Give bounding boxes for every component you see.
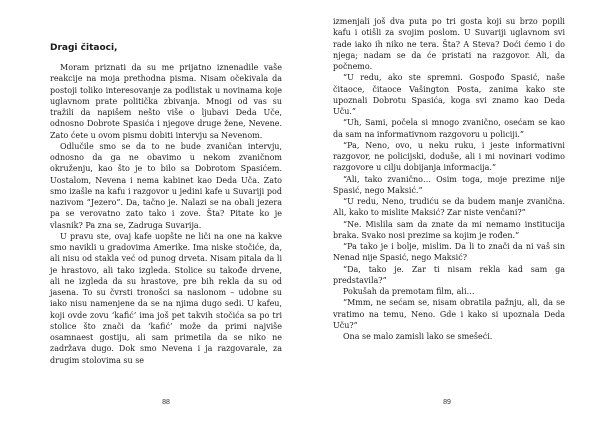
right-page: [300, 0, 600, 424]
paragraph: “U redu, Neno, trudiću se da budem manje zvanična. Ali, kako to mislite Maksić? Zar niste venčani?”: [333, 197, 565, 218]
paragraph: izmenjali još dva puta po tri gosta koji su brzo popili kafu i otišli za svojim poslom. U Suvariji uglavnom svi rade iako ih niko ne tera. Šta? A Steva? Doći ćemo i do njega; nadam se da će pristati na razgovor. Ali, da počnemo.: [333, 17, 565, 71]
paragraph: Moram priznati da su me prijatno iznenadile vaše reakcije na moja prethodna pisma. Nisam očekivala da postoji toliko interesovanje za podlistak u novinama koje uglavnom prate politička zbivanja. Mnogi od vas su tražili da napišem nešto više o ljubavi Deda Uče, odnosno Dobrote Spasića i njegove druge žene, Nevene. Zato ćete u ovom pismu dobiti intervju sa Nevenom.: [50, 63, 282, 140]
paragraph: “Pa tako je i bolje, mislim. Da li to znači da ni vaš sin Nenad nije Spasić, nego Maksić?: [333, 242, 565, 263]
right-page-text: [333, 16, 565, 342]
paragraph: “Ne. Mislila sam da znate da mi nemamo institucija braka. Svako nosi prezime sa kojim je rođen.”: [333, 219, 565, 240]
paragraph: “Pa, Neno, ovo, u neku ruku, i jeste informativni razgovor, ne policijski, doduše, ali i mi novinari vodimo razgovore u cilju dobijanja informacija.”: [333, 140, 565, 173]
letter-greeting: Dragi čitaoci,: [50, 43, 118, 53]
paragraph: Ona se malo zamisli lako se smešeći.: [343, 332, 493, 341]
paragraph: “Ali, tako zvanično… Osim toga, moje prezime nije Spasić, nego Maksić.”: [333, 174, 565, 195]
paragraph: “U redu, ako ste spremni. Gospođo Spasić, naše čitaoce, čitaoce Vašington Posta, zanima kako ste upoznali Dobrotu Spasića, koga svi znamo kao Deda Uču.”: [333, 73, 565, 116]
page-number: 89: [443, 399, 451, 406]
left-page-text: [50, 42, 282, 366]
paragraph: “Da, tako je. Zar ti nisam rekla kad sam ga predstavila?”: [333, 264, 565, 285]
paragraph: U pravu ste, ovaj kafe uopšte ne liči na one na kakve smo navikli u gradovima Amerike. Ima niske stočiće, da, ali nisu od stakla već od punog drveta. Nisam pitala da li je hrastovo, ali tako izgleda. Stolice su takođe drvene, ali ne izgleda da su hrastove, pre bih rekla da su od jasena. To su čvrsti tronošci sa naslonom – udobne su iako nisu namenjene da se na njima dugo sedi. U kafeu, koji ovde zovu ‘kafić’ ima još pet takvih stočića sa po tri stolice što znači da ‘kafić’ može da primi najviše osamnaest gostiju, ali sam primetila da se niko ne zadržava dugo. Dok smo Nevena i ja razgovarale, za drugim stolovima su se: [50, 231, 282, 365]
paragraph: Pokušah da premotam film, ali…: [343, 287, 475, 296]
paragraph: Odlučile smo se da to ne bude zvaničan intervju, odnosno da ga ne obavimo u nekom zvaničnom okruženju, kao što je to bilo sa Dobrotom Spasićem. Uostalom, Nevena i nema kabinet kao Deda Uča. Zato smo izašle na kafu i razgovor u jedini kafe u Suvariji pod nazivom “Jezero”. Da, tačno je. Nalazi se na obali jezera pa se verovatno zato tako i zove. Šta? Pitate ko je vlasnik? Pa zna se, Zadruga Suvarija.: [50, 141, 282, 230]
paragraph: “Uh, Sami, počela si mnogo zvanično, osećam se kao da sam na informativnom razgovoru u policiji.”: [333, 118, 565, 139]
page-number: 88: [162, 399, 170, 406]
paragraph: “Mmm, ne sećam se, nisam obratila pažnju, ali, da se vratimo na temu, Neno. Gde i kako si upoznala Deda Uču?”: [333, 298, 565, 330]
